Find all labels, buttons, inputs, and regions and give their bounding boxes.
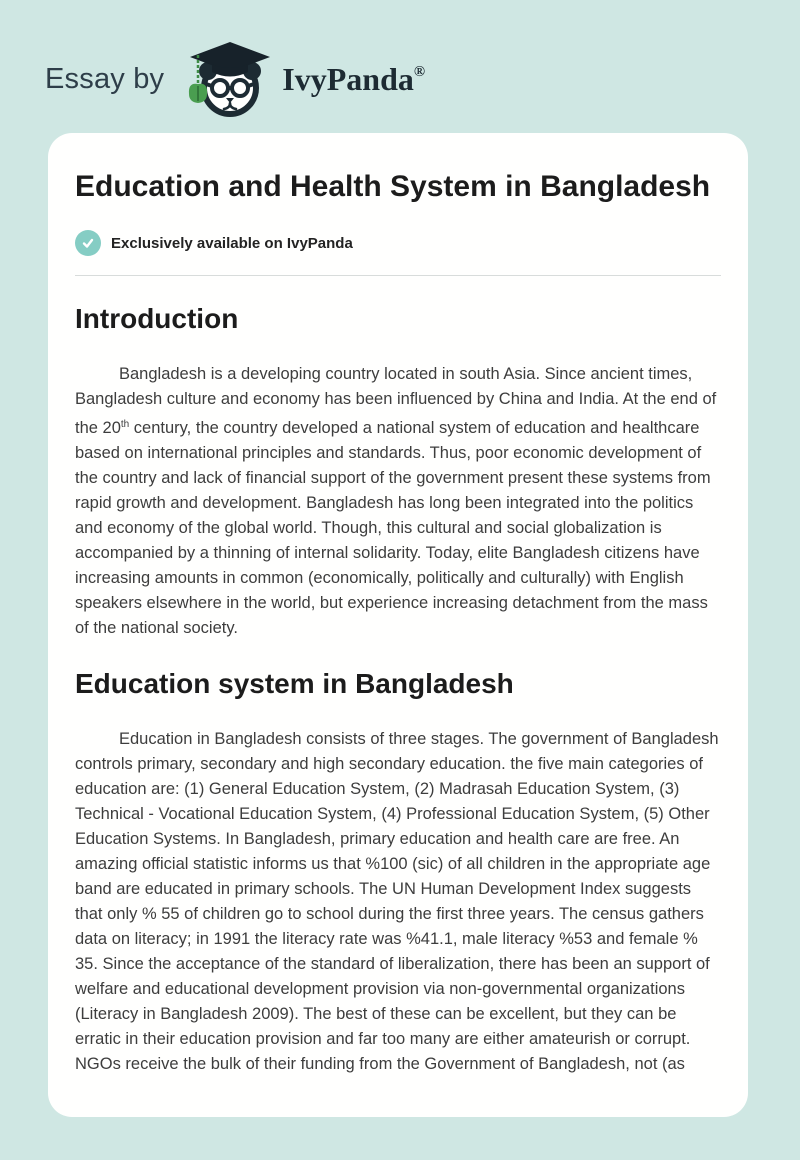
ordinal-superscript: th [120, 419, 130, 430]
education-system-paragraph: Education in Bangladesh consists of three stages. The government of Bangladesh controls primary, secondary and high secondary education. the five main categories of education are: (1) General Education System, (2) Madrasah Education System, (3) Technical - Vocational Education System, (4) Professional Education System, (5) Other Education Systems. In Bangladesh, primary education and health care are free. An amazing official statistic informs us that %100 (sic) of all children in the appropriate age band are educated in primary schools. The UN Human Development Index suggests that only % 55 of children go to school during the first three years. The census gathers data on literacy; in 1991 the literacy rate was %41.1, male literacy %53 and female % 35. Since the acceptance of the standard of liberalization, there has been an support of welfare and educational development provision via non-governmental organizations (Literacy in Bangladesh 2009). The best of these can be excellent, but they can be erratic in their education provision and far too many are either amateurish or corrupt. NGOs receive the bulk of their funding from the Government of Bangladesh, not (as [75, 730, 719, 1073]
registered-trademark-symbol: ® [413, 64, 426, 80]
introduction-paragraph-text-continued: century, the country developed a national system of education and healthcare based on international principles and standards. Thus, poor economic development of the country and lack of financial support of the government present these systems from rapid growth and development. Bangladesh has long been integrated into the politics and economy of the global world. Though, this cultural and social globalization is accompanied by a thinning of internal solidarity. Today, elite Bangladesh citizens have increasing amounts in common (economically, politically and culturally) with English speakers elsewhere in the world, but experience increasing detachment from the mass of the national society. [75, 419, 711, 637]
panda-graduate-icon [178, 40, 274, 118]
page-title: Education and Health System in Bangladesh [75, 170, 711, 203]
divider [75, 275, 721, 276]
introduction-paragraph-text: Bangladesh is a developing country located in south Asia. Since ancient times, Bangladesh culture and economy has been influenced by China and India. At the end of the 20 [75, 365, 717, 437]
brand-wordmark [282, 63, 425, 95]
availability-badge [75, 230, 721, 256]
brand-name: IvyPanda [282, 61, 414, 97]
essay-by-label: Essay by [45, 62, 165, 95]
introduction-paragraph [75, 362, 721, 641]
essay-card [48, 133, 748, 1117]
section-heading-education-system: Education system in Bangladesh [75, 668, 514, 699]
availability-badge-label: Exclusively available on IvyPanda [111, 234, 353, 252]
section-heading-introduction: Introduction [75, 303, 239, 334]
check-icon [75, 230, 101, 256]
site-header [0, 0, 800, 118]
